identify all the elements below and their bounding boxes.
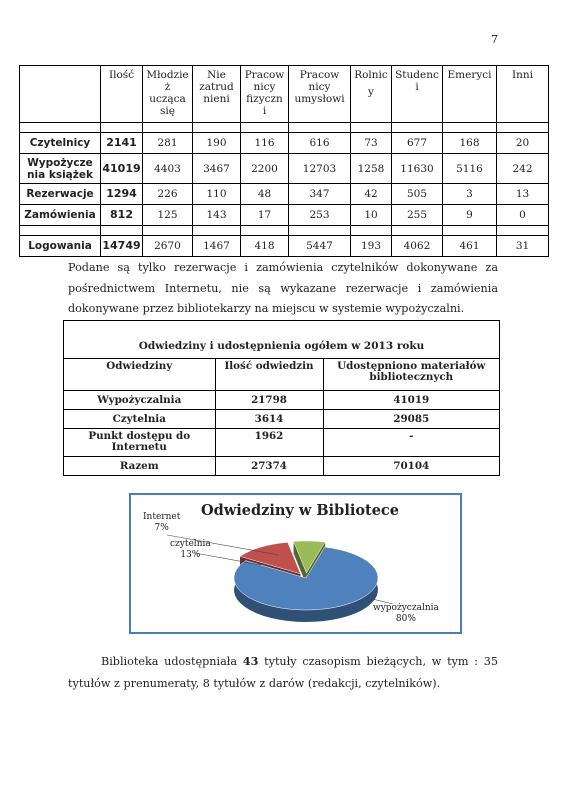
cell: 347 (289, 184, 351, 205)
row-label: Czytelnicy (20, 133, 101, 154)
page-number: 7 (491, 33, 498, 46)
slice-label-czytelnia: czytelnia 13% (170, 539, 211, 560)
cell: 677 (392, 133, 443, 154)
table-row (20, 205, 549, 226)
cell: 190 (193, 133, 241, 154)
cell: Czytelnia (64, 410, 215, 429)
visits-summary-table (64, 358, 499, 476)
cell: 21798 (215, 391, 323, 410)
cell: 193 (351, 236, 392, 257)
table-row (20, 154, 549, 184)
cell: 14749 (101, 236, 143, 257)
cell: 242 (497, 154, 549, 184)
cell: Wypożyczalnia (64, 391, 215, 410)
header-cell: Odwiedziny (64, 359, 215, 391)
table-row (20, 236, 549, 257)
cell: 41019 (323, 391, 499, 410)
cell: 3467 (193, 154, 241, 184)
cell: 168 (443, 133, 497, 154)
visits-summary-box (63, 320, 500, 476)
cell: 41019 (101, 154, 143, 184)
cell: 1467 (193, 236, 241, 257)
cell: 226 (143, 184, 193, 205)
table-row (20, 184, 549, 205)
note-paragraph: Podane są tylko rezerwacje i zamówienia czytelników dokonywane za pośrednictwem Internetu, nie są wykazane rezerwacje i zamówienia dokonywane przez bibliotekarzy na miejscu w systemie wypożyczalni. (68, 261, 498, 315)
cell: 11630 (392, 154, 443, 184)
cell: 505 (392, 184, 443, 205)
header-cell: Pracow nicy umysłowi (289, 66, 351, 123)
cell: - (323, 429, 499, 457)
cell: 1258 (351, 154, 392, 184)
row-label: Logowania (20, 236, 101, 257)
cell: 48 (241, 184, 289, 205)
cell: 5116 (443, 154, 497, 184)
visits-table-title: Odwiedziny i udostępnienia ogółem w 2013 roku (138, 340, 425, 352)
cell: 42 (351, 184, 392, 205)
cell: 10 (351, 205, 392, 226)
header-cell: Młodzie ż ucząca się (143, 66, 193, 123)
cell: 12703 (289, 154, 351, 184)
table-row (20, 133, 549, 154)
cell: 4403 (143, 154, 193, 184)
header-cell: Udostępniono materiałów bibliotecznych (323, 359, 499, 391)
cell: 110 (193, 184, 241, 205)
chart-title: Odwiedziny w Bibliotece (201, 502, 399, 519)
visits-pie-chart (129, 493, 462, 634)
row-label: Zamówienia (20, 205, 101, 226)
cell: 31 (497, 236, 549, 257)
cell: 461 (443, 236, 497, 257)
cell: 125 (143, 205, 193, 226)
cell: 253 (289, 205, 351, 226)
table-row (64, 410, 499, 429)
header-cell: Studenc i (392, 66, 443, 123)
header-cell: Ilość odwiedzin (215, 359, 323, 391)
periodicals-count: 43 (242, 654, 259, 668)
cell: 2200 (241, 154, 289, 184)
cell: 616 (289, 133, 351, 154)
cell: 13 (497, 184, 549, 205)
cell: 70104 (323, 457, 499, 476)
header-corner-cell (20, 66, 101, 123)
cell: 9 (443, 205, 497, 226)
cell: 418 (241, 236, 289, 257)
header-cell: Inni (497, 66, 549, 123)
cell: 2670 (143, 236, 193, 257)
readers-statistics-table (19, 65, 549, 257)
header-cell: Emeryci (443, 66, 497, 123)
table-row (64, 429, 499, 457)
header-cell: Ilość (101, 66, 143, 123)
table-header-row (20, 66, 549, 123)
cell: 281 (143, 133, 193, 154)
periodicals-paragraph: Biblioteka udostępniała 43 tytuły czasopism bieżących, w tym : 35 tytułów z prenumeraty, 8 tytułów z darów (redakcji, czytelników). (68, 654, 499, 690)
slice-label-wypozyczalnia: wypożyczalnia 80% (373, 603, 439, 624)
cell: 1294 (101, 184, 143, 205)
table-row (64, 457, 499, 476)
slice-label-internet: Internet 7% (143, 512, 181, 533)
cell: 143 (193, 205, 241, 226)
header-cell: Pracow nicy fizyczn i (241, 66, 289, 123)
cell: 2141 (101, 133, 143, 154)
cell: 27374 (215, 457, 323, 476)
cell: 1962 (215, 429, 323, 457)
row-label: Rezerwacje (20, 184, 101, 205)
cell: 812 (101, 205, 143, 226)
cell: Razem (64, 457, 215, 476)
cell: 73 (351, 133, 392, 154)
header-cell: Rolnic y (351, 66, 392, 123)
cell: 5447 (289, 236, 351, 257)
table-row (64, 391, 499, 410)
row-label: Wypożycze nia książek (20, 154, 101, 184)
cell: 0 (497, 205, 549, 226)
cell: 4062 (392, 236, 443, 257)
cell: 20 (497, 133, 549, 154)
cell: 255 (392, 205, 443, 226)
header-cell: Nie zatrud nieni (193, 66, 241, 123)
cell: 17 (241, 205, 289, 226)
cell: Punkt dostępu do Internetu (64, 429, 215, 457)
cell: 116 (241, 133, 289, 154)
table-header-row (64, 359, 499, 391)
cell: 3 (443, 184, 497, 205)
cell: 3614 (215, 410, 323, 429)
cell: 29085 (323, 410, 499, 429)
